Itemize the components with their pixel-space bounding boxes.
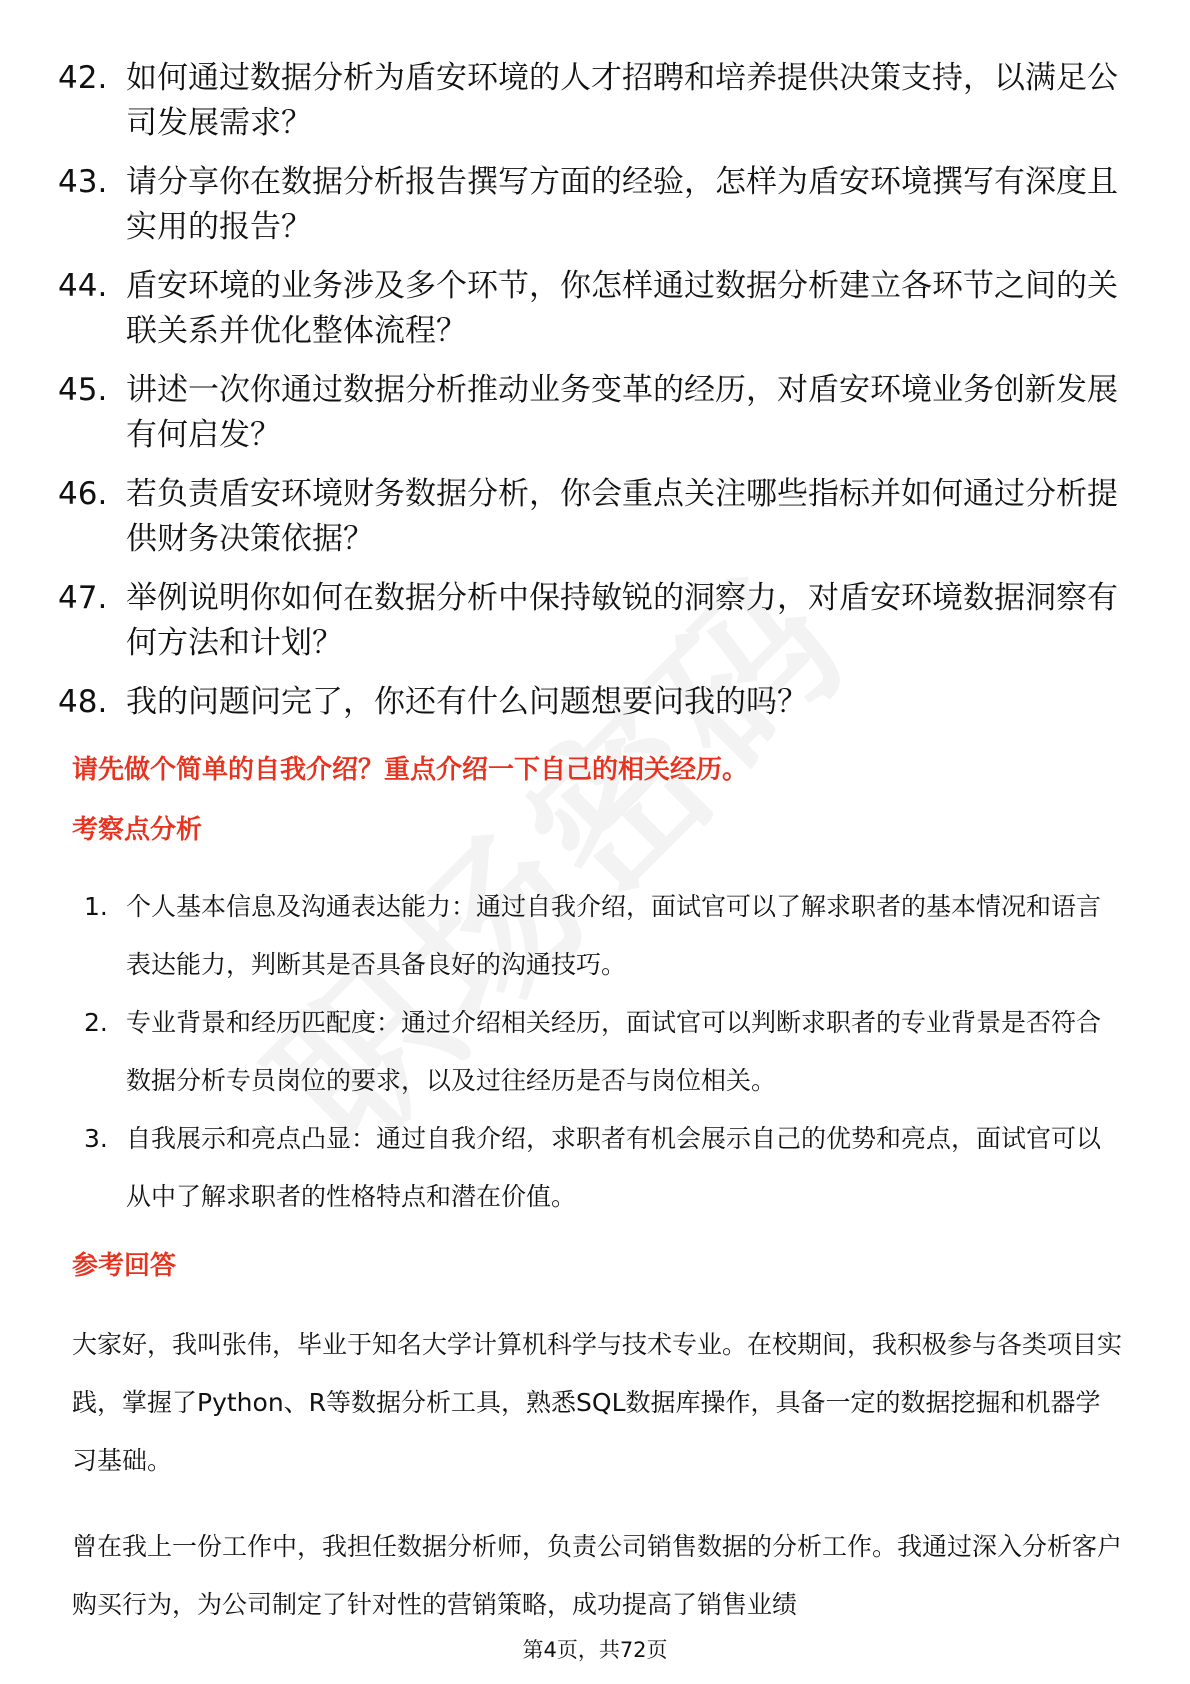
question-number: 48.: [58, 684, 108, 720]
question-text: 我的问题问完了，你还有什么问题想要问我的吗？: [126, 684, 808, 720]
point-number: 3.: [84, 1124, 108, 1153]
analysis-point: [84, 1110, 1120, 1226]
point-text: 个人基本信息及沟通表达能力：通过自我介绍，面试官可以了解求职者的基本情况和语言表达能力，判断其是否具备良好的沟通技巧。: [126, 892, 1102, 979]
question-item: [58, 368, 1118, 458]
point-number: 1.: [84, 892, 108, 921]
answer-paragraph: 曾在我上一份工作中，我担任数据分析师，负责公司销售数据的分析工作。我通过深入分析客户购买行为，为公司制定了针对性的营销策略，成功提高了销售业绩: [72, 1532, 1123, 1619]
question-item: [58, 472, 1118, 562]
question-text: 若负责盾安环境财务数据分析，你会重点关注哪些指标并如何通过分析提供财务决策依据？: [126, 476, 1118, 557]
analysis-heading: 考察点分析: [72, 815, 203, 845]
question-item: [58, 160, 1118, 250]
point-number: 2.: [84, 1008, 108, 1037]
question-item: [58, 56, 1118, 146]
question-number: 44.: [58, 268, 108, 304]
question-text: 讲述一次你通过数据分析推动业务变革的经历，对盾安环境业务创新发展有何启发？: [126, 372, 1118, 453]
question-text: 盾安环境的业务涉及多个环节，你怎样通过数据分析建立各环节之间的关联关系并优化整体流程？: [126, 268, 1118, 349]
question-number: 42.: [58, 60, 108, 96]
question-number: 45.: [58, 372, 108, 408]
question-text: 如何通过数据分析为盾安环境的人才招聘和培养提供决策支持，以满足公司发展需求？: [126, 60, 1118, 141]
analysis-point: [84, 994, 1120, 1110]
question-item: [58, 680, 1118, 725]
question-item: [58, 264, 1118, 354]
section-question: 请先做个简单的自我介绍？重点介绍一下自己的相关经历。: [72, 755, 749, 785]
answer-paragraph: 大家好，我叫张伟，毕业于知名大学计算机科学与技术专业。在校期间，我积极参与各类项目实践，掌握了Python、R等数据分析工具，熟悉SQL数据库操作，具备一定的数据挖掘和机器学习基础。: [72, 1330, 1123, 1475]
question-text: 举例说明你如何在数据分析中保持敏锐的洞察力，对盾安环境数据洞察有何方法和计划？: [126, 580, 1118, 661]
analysis-point: [84, 878, 1120, 994]
point-text: 自我展示和亮点凸显：通过自我介绍，求职者有机会展示自己的优势和亮点，面试官可以从中了解求职者的性格特点和潜在价值。: [126, 1124, 1102, 1211]
question-number: 43.: [58, 164, 108, 200]
question-number: 47.: [58, 580, 108, 616]
question-number: 46.: [58, 476, 108, 512]
question-item: [58, 576, 1118, 666]
page-number: 第4页，共72页: [522, 1638, 668, 1662]
answer-heading: 参考回答: [72, 1251, 177, 1281]
point-text: 专业背景和经历匹配度：通过介绍相关经历，面试官可以判断求职者的专业背景是否符合数据分析专员岗位的要求，以及过往经历是否与岗位相关。: [126, 1008, 1102, 1095]
question-text: 请分享你在数据分析报告撰写方面的经验，怎样为盾安环境撰写有深度且实用的报告？: [126, 164, 1118, 245]
